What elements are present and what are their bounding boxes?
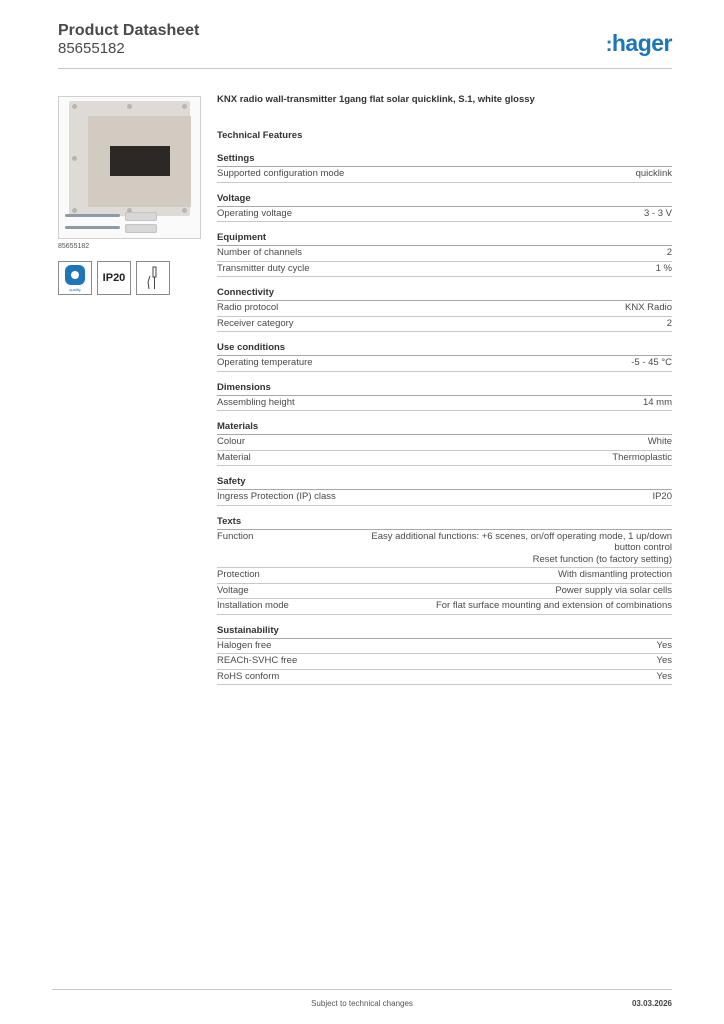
mounting-screws [63, 211, 193, 235]
frame-hole [127, 104, 132, 109]
group-title: Connectivity [217, 287, 672, 301]
spec-row [217, 262, 672, 278]
spec-value: For flat surface mounting and extension of combinations [435, 600, 672, 611]
spec-row [217, 568, 672, 584]
spec-label: Assembling height [217, 396, 295, 408]
ip-rating-badge: IP20 [97, 261, 131, 295]
group-title: Use conditions [217, 342, 672, 356]
quality-badge-caption: quality [69, 287, 81, 292]
group-materials [217, 421, 672, 466]
spec-row [217, 490, 672, 506]
spec-row [217, 246, 672, 262]
spec-label: Function [217, 530, 254, 542]
spec-value: Thermoplastic [612, 451, 672, 463]
spec-label: Operating voltage [217, 207, 292, 219]
spec-label: Voltage [217, 584, 249, 596]
group-texts [217, 516, 672, 615]
spec-label: Colour [217, 436, 245, 447]
spec-row [217, 435, 672, 451]
spec-value: Yes [656, 639, 672, 651]
frame-hole [182, 104, 187, 109]
tool-badge [136, 261, 170, 295]
solar-panel [110, 146, 170, 176]
group-title: Settings [217, 153, 672, 167]
group-title: Sustainability [217, 625, 672, 639]
switch-plate [88, 116, 191, 207]
technical-features-heading: Technical Features [217, 130, 303, 141]
spec-value: 2 [666, 247, 672, 258]
group-title: Materials [217, 421, 672, 435]
spec-label: Transmitter duty cycle [217, 262, 310, 274]
spec-value: With dismantling protection [557, 569, 672, 580]
quality-badge [58, 261, 92, 295]
spec-value-line: Easy additional functions: +6 scenes, on/off operating mode, 1 up/down [371, 530, 672, 542]
quality-q-icon [65, 265, 85, 285]
datasheet-content [217, 94, 672, 695]
group-safety [217, 476, 672, 506]
spec-row [217, 451, 672, 467]
product-image [58, 96, 201, 239]
spec-value: IP20 [652, 491, 672, 502]
spec-label: Operating temperature [217, 357, 313, 368]
spec-value: 3 - 3 V [644, 207, 672, 219]
header-title: Product Datasheet [58, 22, 200, 39]
spec-row [217, 207, 672, 223]
screw [65, 226, 120, 229]
header-product-number: 85655182 [58, 40, 125, 57]
footer-note: Subject to technical changes [311, 999, 413, 1008]
wall-plug [125, 212, 157, 221]
spec-row [217, 639, 672, 655]
spec-value: 1 % [655, 262, 672, 274]
spec-row [217, 670, 672, 686]
spec-value-line: Reset function (to factory setting) [532, 553, 672, 565]
spec-label: Halogen free [217, 639, 272, 651]
group-title: Voltage [217, 193, 672, 207]
spec-row [217, 584, 672, 600]
group-settings [217, 153, 672, 183]
frame-hole [72, 156, 77, 161]
spec-value: KNX Radio [625, 302, 672, 313]
frame [69, 101, 190, 216]
spec-label: Material [217, 451, 251, 463]
wall-plug [125, 224, 157, 233]
header-rule [58, 68, 672, 69]
screwdriver-icon [137, 262, 169, 294]
spec-value: 14 mm [642, 396, 672, 408]
group-connectivity [217, 287, 672, 332]
spec-value: 2 [666, 317, 672, 329]
footer-date: 03.03.2026 [631, 999, 672, 1008]
spec-label: Supported configuration mode [217, 168, 345, 179]
spec-value: White [647, 436, 672, 447]
group-title: Safety [217, 476, 672, 490]
group-use-conditions [217, 342, 672, 372]
spec-row [217, 599, 672, 615]
screw [65, 214, 120, 217]
logo-text: hager [611, 30, 672, 56]
spec-row [217, 356, 672, 372]
spec-value: -5 - 45 °C [631, 357, 672, 368]
spec-row [217, 396, 672, 412]
group-voltage [217, 193, 672, 223]
spec-row [217, 530, 672, 569]
spec-row [217, 301, 672, 317]
product-name: KNX radio wall-transmitter 1gang flat solar quicklink, S.1, white glossy [217, 94, 535, 105]
spec-row [217, 317, 672, 333]
spec-label: Protection [217, 569, 260, 580]
spec-value: quicklink [635, 168, 672, 179]
group-title: Dimensions [217, 382, 672, 396]
frame-hole [72, 104, 77, 109]
spec-value: Yes [656, 655, 672, 666]
spec-label: Radio protocol [217, 302, 279, 313]
spec-label: Number of channels [217, 247, 303, 258]
spec-value: Power supply via solar cells [555, 584, 672, 596]
spec-value [253, 531, 672, 566]
footer-rule [52, 989, 672, 990]
spec-row [217, 654, 672, 670]
hager-logo: :hager [605, 30, 672, 56]
image-caption: 85655182 [58, 243, 90, 250]
spec-row [217, 167, 672, 183]
spec-label: Ingress Protection (IP) class [217, 491, 336, 502]
group-dimensions [217, 382, 672, 412]
spec-label: Installation mode [217, 600, 289, 611]
spec-label: REACh-SVHC free [217, 655, 298, 666]
spec-label: RoHS conform [217, 670, 280, 682]
group-title: Equipment [217, 232, 672, 246]
spec-value: Yes [656, 670, 672, 682]
spec-value-line: button control [614, 542, 672, 553]
spec-label: Receiver category [217, 317, 294, 329]
group-sustainability [217, 625, 672, 686]
group-equipment [217, 232, 672, 277]
group-title: Texts [217, 516, 672, 530]
